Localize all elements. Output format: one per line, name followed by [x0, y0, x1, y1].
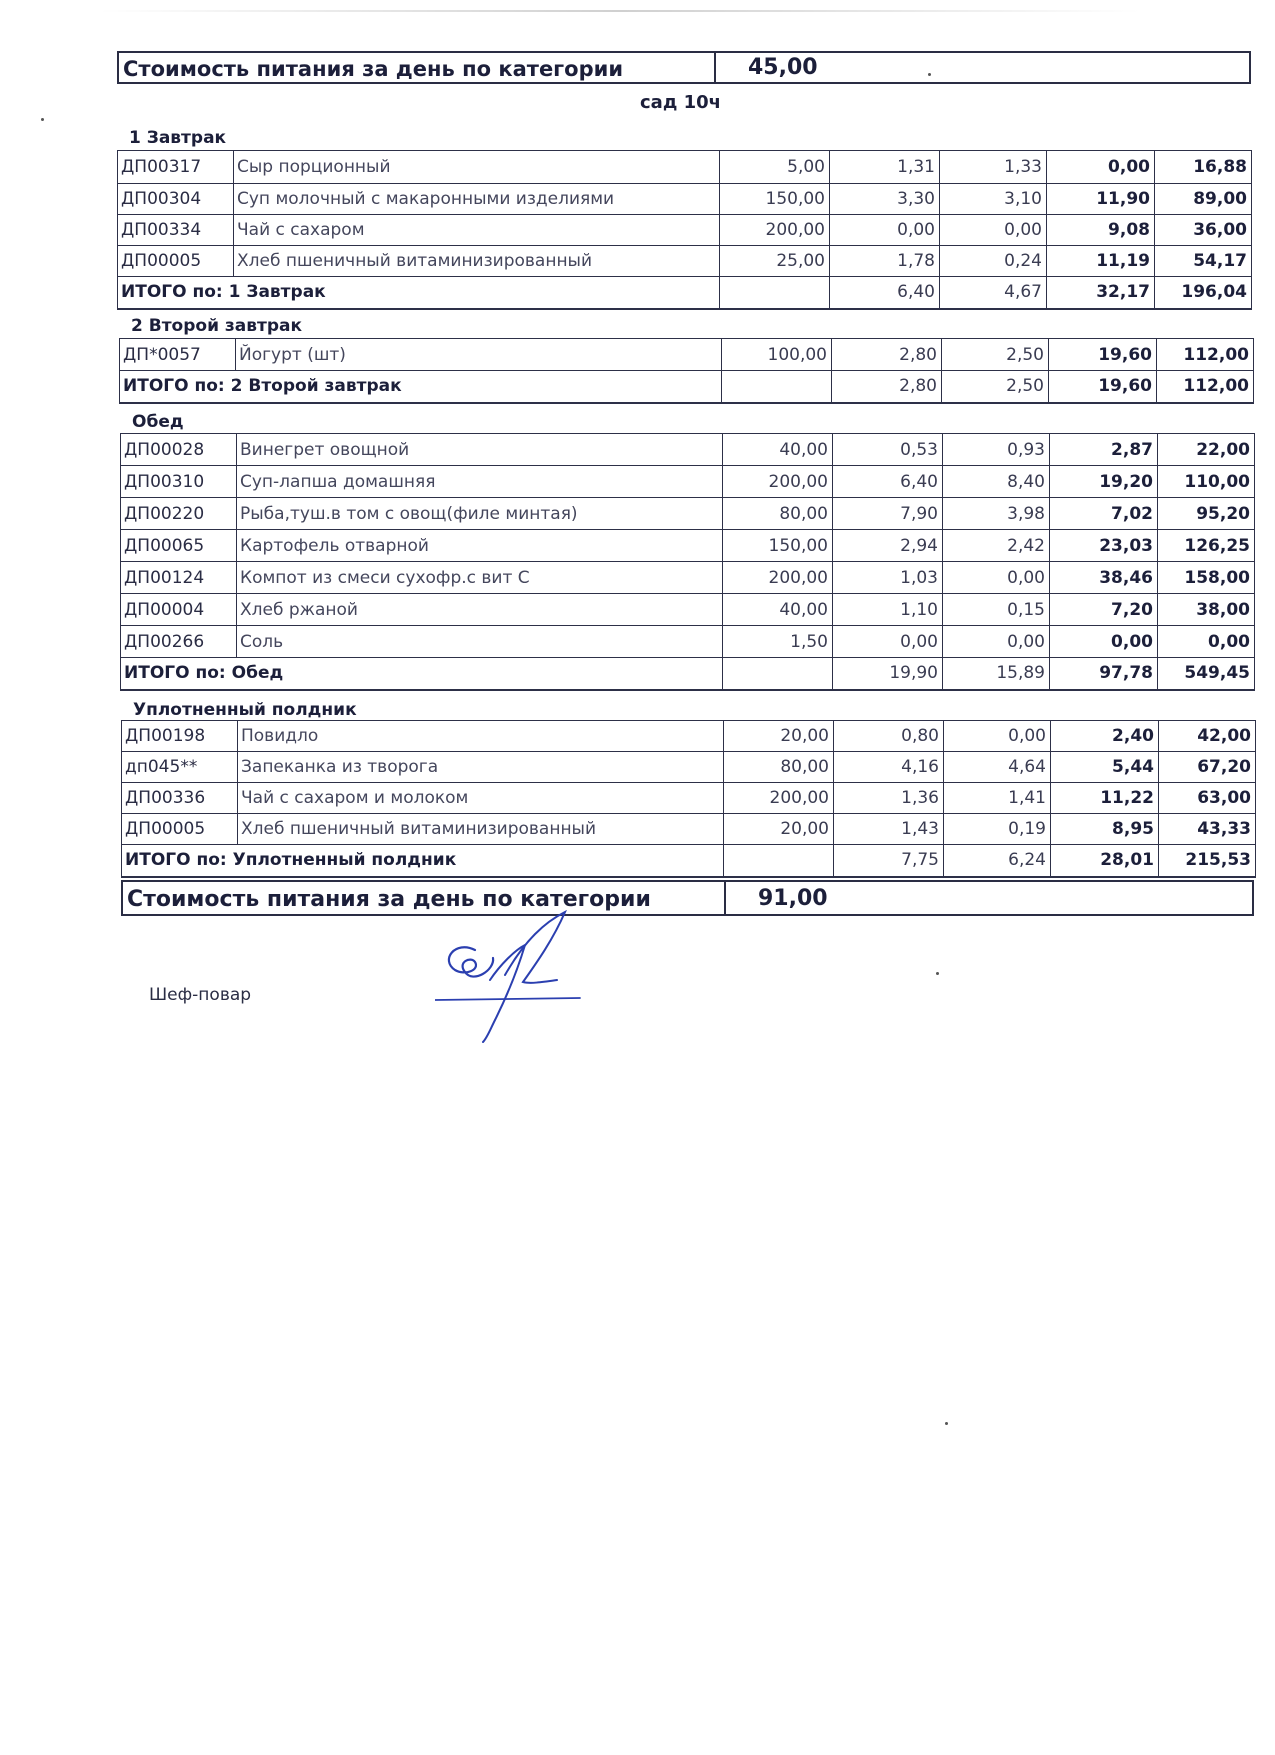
- scan-speck: [936, 972, 939, 975]
- item-col4: 2,87: [1050, 434, 1158, 466]
- item-code: ДП00065: [121, 530, 237, 562]
- total-col5: 215,53: [1159, 845, 1256, 877]
- item-col2: 1,43: [834, 814, 944, 845]
- item-name: Суп молочный с макаронными изделиями: [234, 184, 720, 215]
- item-name: Суп-лапша домашняя: [237, 466, 723, 498]
- item-code: ДП00124: [121, 562, 237, 594]
- daily-cost-label: Стоимость питания за день по категории: [123, 882, 726, 914]
- item-code: ДП00004: [121, 594, 237, 626]
- section-title-second-breakfast: 2 Второй завтрак: [131, 316, 303, 336]
- table-row: [122, 752, 1256, 783]
- item-name: Чай с сахаром и молоком: [238, 783, 724, 814]
- table-row: [118, 151, 1252, 184]
- item-col4: 5,44: [1051, 752, 1159, 783]
- total-col3: 6,24: [944, 845, 1051, 877]
- item-col3: 8,40: [943, 466, 1050, 498]
- table-row: [122, 814, 1256, 845]
- item-col2: 1,10: [833, 594, 943, 626]
- item-col5: 22,00: [1158, 434, 1255, 466]
- item-col5: 112,00: [1157, 339, 1254, 371]
- item-col2: 1,03: [833, 562, 943, 594]
- item-col2: 2,80: [832, 339, 942, 371]
- daily-cost-value: 91,00: [758, 885, 828, 911]
- item-col3: 1,41: [944, 783, 1051, 814]
- item-name: Картофель отварной: [237, 530, 723, 562]
- item-col5: 43,33: [1159, 814, 1256, 845]
- item-code: ДП*0057: [120, 339, 236, 371]
- total-col2: 2,80: [832, 371, 942, 403]
- item-col5: 16,88: [1155, 151, 1252, 184]
- item-col3: 0,19: [944, 814, 1051, 845]
- item-name: Чай с сахаром: [234, 215, 720, 246]
- item-col4: 0,00: [1050, 626, 1158, 658]
- item-name: Запеканка из творога: [238, 752, 724, 783]
- item-weight: 150,00: [723, 530, 833, 562]
- total-label: ИТОГО по: Уплотненный полдник: [122, 845, 724, 877]
- item-name: Рыба,туш.в том с овощ(филе минтая): [237, 498, 723, 530]
- item-name: Повидло: [238, 721, 724, 752]
- item-col3: 1,33: [940, 151, 1047, 184]
- signature-icon: [435, 910, 595, 1045]
- item-weight: 40,00: [723, 594, 833, 626]
- table-row: [118, 215, 1252, 246]
- item-code: ДП00304: [118, 184, 234, 215]
- item-weight: 40,00: [723, 434, 833, 466]
- item-code: ДП00310: [121, 466, 237, 498]
- item-code: ДП00220: [121, 498, 237, 530]
- section-title-afternoon-snack: Уплотненный полдник: [133, 700, 357, 720]
- item-col5: 38,00: [1158, 594, 1255, 626]
- item-col2: 7,90: [833, 498, 943, 530]
- total-empty-cell: [720, 277, 830, 309]
- table-row: [121, 434, 1255, 466]
- total-row: [122, 845, 1256, 877]
- item-weight: 150,00: [720, 184, 830, 215]
- item-col2: 0,00: [833, 626, 943, 658]
- item-code: ДП00005: [122, 814, 238, 845]
- total-empty-cell: [722, 371, 832, 403]
- item-weight: 80,00: [724, 752, 834, 783]
- total-empty-cell: [723, 658, 833, 690]
- item-col5: 110,00: [1158, 466, 1255, 498]
- total-col4: 28,01: [1051, 845, 1159, 877]
- section-title-lunch: Обед: [132, 412, 184, 432]
- item-code: ДП00198: [122, 721, 238, 752]
- item-col2: 0,53: [833, 434, 943, 466]
- item-col5: 0,00: [1158, 626, 1255, 658]
- item-weight: 200,00: [724, 783, 834, 814]
- item-col4: 2,40: [1051, 721, 1159, 752]
- item-weight: 20,00: [724, 814, 834, 845]
- item-col3: 0,00: [943, 626, 1050, 658]
- item-weight: 80,00: [723, 498, 833, 530]
- item-code: ДП00005: [118, 246, 234, 277]
- table-row: [122, 721, 1256, 752]
- item-code: ДП00336: [122, 783, 238, 814]
- item-col2: 1,36: [834, 783, 944, 814]
- item-col3: 3,10: [940, 184, 1047, 215]
- item-col4: 7,20: [1050, 594, 1158, 626]
- item-col2: 0,00: [830, 215, 940, 246]
- table-row: [118, 246, 1252, 277]
- item-name: Винегрет овощной: [237, 434, 723, 466]
- item-col5: 42,00: [1159, 721, 1256, 752]
- item-col4: 38,46: [1050, 562, 1158, 594]
- group-subtitle: сад 10ч: [640, 92, 722, 113]
- item-col4: 7,02: [1050, 498, 1158, 530]
- item-name: Сыр порционный: [234, 151, 720, 184]
- item-weight: 100,00: [722, 339, 832, 371]
- item-col3: 4,64: [944, 752, 1051, 783]
- item-col3: 0,00: [943, 562, 1050, 594]
- item-col4: 19,20: [1050, 466, 1158, 498]
- total-col2: 19,90: [833, 658, 943, 690]
- section-title-breakfast: 1 Завтрак: [129, 128, 227, 148]
- second-breakfast-table: [119, 338, 1254, 404]
- total-col3: 2,50: [942, 371, 1049, 403]
- total-col5: 112,00: [1157, 371, 1254, 403]
- item-col5: 89,00: [1155, 184, 1252, 215]
- item-weight: 25,00: [720, 246, 830, 277]
- total-col4: 19,60: [1049, 371, 1157, 403]
- total-col4: 97,78: [1050, 658, 1158, 690]
- total-row: [121, 658, 1255, 690]
- total-col5: 196,04: [1155, 277, 1252, 309]
- item-col4: 11,19: [1047, 246, 1155, 277]
- total-row: [120, 371, 1254, 403]
- total-row: [118, 277, 1252, 309]
- item-col4: 8,95: [1051, 814, 1159, 845]
- item-name: Соль: [237, 626, 723, 658]
- item-col3: 0,15: [943, 594, 1050, 626]
- total-col5: 549,45: [1158, 658, 1255, 690]
- total-col3: 4,67: [940, 277, 1047, 309]
- item-col5: 54,17: [1155, 246, 1252, 277]
- total-col2: 7,75: [834, 845, 944, 877]
- item-weight: 200,00: [723, 562, 833, 594]
- item-col5: 36,00: [1155, 215, 1252, 246]
- total-empty-cell: [724, 845, 834, 877]
- item-col5: 63,00: [1159, 783, 1256, 814]
- item-code: дп045**: [122, 752, 238, 783]
- item-weight: 200,00: [720, 215, 830, 246]
- item-col3: 2,50: [942, 339, 1049, 371]
- daily-cost-summary-top: [117, 51, 1251, 84]
- item-col4: 23,03: [1050, 530, 1158, 562]
- table-row: [121, 530, 1255, 562]
- breakfast-table: [117, 150, 1252, 310]
- total-label: ИТОГО по: 2 Второй завтрак: [120, 371, 722, 403]
- table-row: [121, 498, 1255, 530]
- table-row: [121, 562, 1255, 594]
- item-name: Хлеб пшеничный витаминизированный: [238, 814, 724, 845]
- item-col5: 95,20: [1158, 498, 1255, 530]
- item-col2: 1,78: [830, 246, 940, 277]
- item-weight: 200,00: [723, 466, 833, 498]
- item-col2: 3,30: [830, 184, 940, 215]
- item-code: ДП00266: [121, 626, 237, 658]
- item-col2: 6,40: [833, 466, 943, 498]
- table-row: [121, 626, 1255, 658]
- daily-cost-label: Стоимость питания за день по категории: [119, 53, 716, 82]
- table-row: [122, 783, 1256, 814]
- item-col3: 3,98: [943, 498, 1050, 530]
- item-code: ДП00334: [118, 215, 234, 246]
- item-col5: 158,00: [1158, 562, 1255, 594]
- item-weight: 5,00: [720, 151, 830, 184]
- total-label: ИТОГО по: 1 Завтрак: [118, 277, 720, 309]
- item-col4: 19,60: [1049, 339, 1157, 371]
- item-col4: 11,90: [1047, 184, 1155, 215]
- item-code: ДП00028: [121, 434, 237, 466]
- item-weight: 20,00: [724, 721, 834, 752]
- scan-speck: [928, 73, 931, 76]
- table-row: [118, 184, 1252, 215]
- daily-cost-summary-bottom: [121, 880, 1254, 916]
- item-col2: 0,80: [834, 721, 944, 752]
- total-col4: 32,17: [1047, 277, 1155, 309]
- item-name: Хлеб ржаной: [237, 594, 723, 626]
- table-row: [121, 466, 1255, 498]
- item-col4: 11,22: [1051, 783, 1159, 814]
- total-label: ИТОГО по: Обед: [121, 658, 723, 690]
- item-col3: 2,42: [943, 530, 1050, 562]
- item-col2: 2,94: [833, 530, 943, 562]
- scan-artifact: [100, 10, 1140, 12]
- item-name: Компот из смеси сухофр.с вит С: [237, 562, 723, 594]
- daily-cost-value: 45,00: [748, 55, 818, 80]
- table-row: [121, 594, 1255, 626]
- item-col5: 126,25: [1158, 530, 1255, 562]
- item-col4: 0,00: [1047, 151, 1155, 184]
- total-col3: 15,89: [943, 658, 1050, 690]
- item-col5: 67,20: [1159, 752, 1256, 783]
- total-col2: 6,40: [830, 277, 940, 309]
- item-name: Хлеб пшеничный витаминизированный: [234, 246, 720, 277]
- item-code: ДП00317: [118, 151, 234, 184]
- afternoon-snack-table: [121, 720, 1256, 878]
- item-col2: 4,16: [834, 752, 944, 783]
- item-col3: 0,24: [940, 246, 1047, 277]
- scan-speck: [945, 1422, 948, 1425]
- scan-speck: [41, 118, 44, 121]
- item-col3: 0,00: [940, 215, 1047, 246]
- item-col3: 0,93: [943, 434, 1050, 466]
- item-weight: 1,50: [723, 626, 833, 658]
- item-name: Йогурт (шт): [236, 339, 722, 371]
- item-col2: 1,31: [830, 151, 940, 184]
- table-row: [120, 339, 1254, 371]
- item-col4: 9,08: [1047, 215, 1155, 246]
- lunch-table: [120, 433, 1255, 691]
- chef-label: Шеф-повар: [149, 985, 252, 1005]
- item-col3: 0,00: [944, 721, 1051, 752]
